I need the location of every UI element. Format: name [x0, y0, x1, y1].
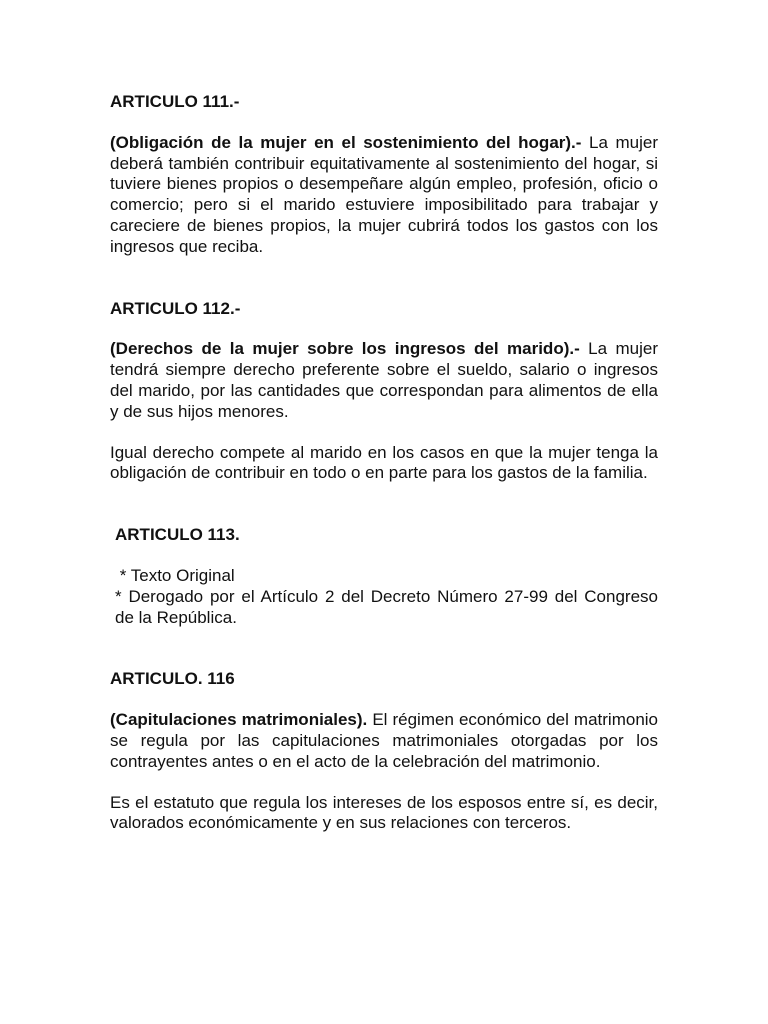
article-paragraph-title: (Capitulaciones matrimoniales). [110, 710, 368, 730]
article-heading: ARTICULO 112.- [110, 298, 241, 318]
article-paragraph [110, 443, 658, 485]
article-paragraph-title: (Obligación de la mujer en el sostenimiento del hogar).- [110, 132, 582, 152]
article-paragraph-title: (Derechos de la mujer sobre los ingresos del marido).- [110, 339, 580, 359]
article-paragraph [110, 339, 658, 422]
article-paragraph-text: Igual derecho compete al marido en los casos en que la mujer tenga la obligación de contribuir en todo o en parte para los gastos de la familia. [110, 442, 658, 483]
article-heading: ARTICULO 113. [115, 525, 240, 545]
article-paragraph-text: La mujer tendrá siempre derecho preferente sobre el sueldo, salario o ingresos del marido, por las cantidades que correspondan para alimentos de ella y de sus hijos menores. [110, 339, 658, 421]
article-paragraph [110, 133, 658, 258]
article-paragraph [110, 710, 658, 772]
article-note: * Derogado por el Artículo 2 del Decreto Número 27-99 del Congreso de la República. [115, 586, 658, 627]
article-heading: ARTICULO 111.- [110, 92, 240, 111]
article-notes [110, 566, 658, 628]
document-page [110, 92, 658, 834]
article-paragraph-text: Es el estatuto que regula los intereses de los esposos entre sí, es decir, valorados económicamente y en sus relaciones con terceros. [110, 792, 658, 833]
article-paragraph-text: La mujer deberá también contribuir equitativamente al sostenimiento del hogar, si tuviere bienes propios o desempeñare algún empleo, profesión, oficio o comercio; pero si el marido estuviere imposibilitado para trabajar y careciere de bienes propios, la mujer cubrirá todos los gastos con los ingresos que reciba. [110, 132, 658, 256]
article-paragraph [110, 793, 658, 835]
article-heading: ARTICULO. 116 [110, 669, 235, 689]
article-paragraph-text: El régimen económico del matrimonio se regula por las capitulaciones matrimoniales otorgadas por los contrayentes antes o en el acto de la celebración del matrimonio. [110, 710, 659, 771]
article-note: * Texto Original [115, 565, 235, 585]
